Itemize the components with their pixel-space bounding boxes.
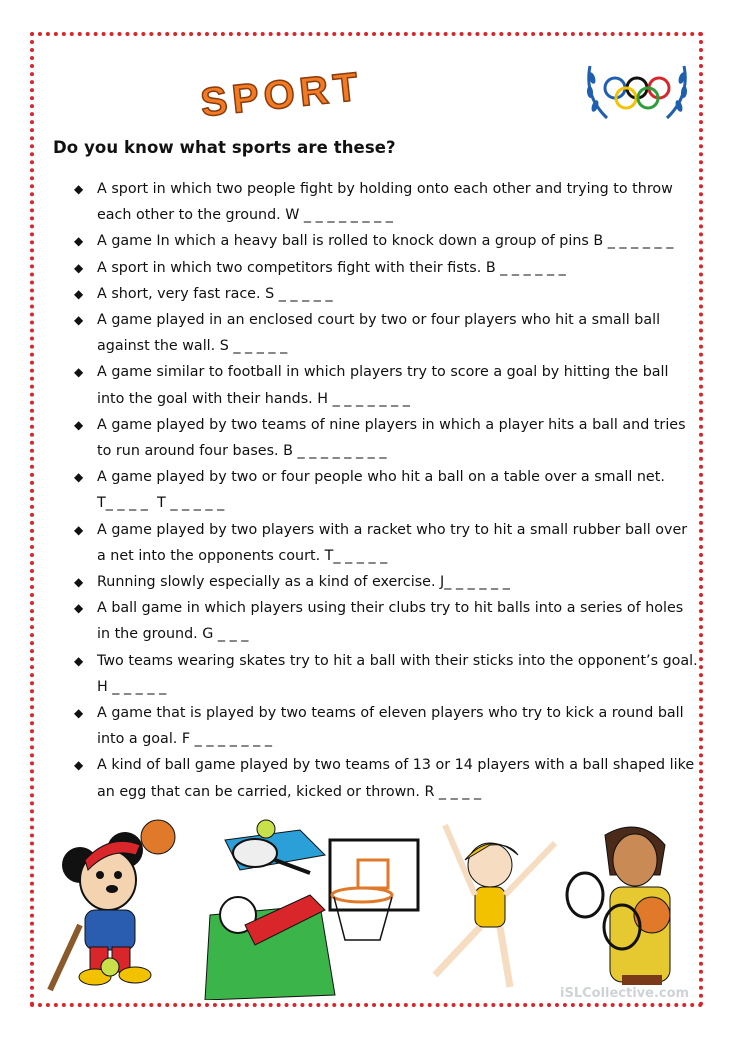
- item-answer-blank[interactable]: H _ _ _ _ _ _ _: [317, 390, 410, 407]
- list-item: [74, 412, 699, 464]
- item-answer-blank[interactable]: B _ _ _ _ _ _: [593, 233, 674, 250]
- basketball-hoop-illustration: [330, 840, 418, 940]
- item-answer-blank[interactable]: B _ _ _ _ _ _: [485, 259, 566, 276]
- tennis-soccer-illustration: [205, 820, 335, 1000]
- item-definition: A kind of ball game played by two teams of 13 or 14 players with a ball shaped like an egg that can be carried, kicked or thrown.: [97, 757, 695, 800]
- title: [190, 56, 420, 118]
- diamond-bullet-icon: ◆: [74, 653, 84, 668]
- list-item: [74, 307, 699, 359]
- list-item: [74, 752, 699, 804]
- sports-definition-list: [74, 176, 699, 805]
- item-definition: A ball game in which players using their clubs try to hit balls into a series of holes in the ground.: [97, 600, 684, 643]
- diamond-bullet-icon: ◆: [74, 758, 84, 773]
- item-definition: A short, very fast race.: [97, 285, 261, 302]
- item-definition: Two teams wearing skates try to hit a ball with their sticks into the opponent’s goal.: [97, 652, 698, 669]
- list-item: [74, 700, 699, 752]
- question-heading: Do you know what sports are these?: [53, 138, 396, 157]
- item-answer-blank[interactable]: B _ _ _ _ _ _ _ _: [283, 443, 387, 460]
- item-definition: A game played in an enclosed court by two or four players who hit a small ball against the wall.: [97, 312, 661, 355]
- list-item: [74, 595, 699, 647]
- item-answer-blank[interactable]: W _ _ _ _ _ _ _ _: [285, 207, 393, 224]
- title-text: SPORT: [198, 64, 365, 118]
- girl-jumping-illustration: [435, 825, 555, 987]
- diamond-bullet-icon: ◆: [74, 286, 84, 301]
- diamond-bullet-icon: ◆: [74, 575, 84, 590]
- item-answer-blank[interactable]: S _ _ _ _ _: [219, 338, 288, 355]
- sports-illustrations: [40, 815, 700, 1000]
- item-answer-blank[interactable]: R _ _ _ _: [424, 783, 482, 800]
- item-definition: Running slowly especially as a kind of exercise.: [97, 574, 436, 591]
- item-definition: A sport in which two people fight by holding onto each other and trying to throw each other to the ground.: [97, 181, 673, 224]
- diamond-bullet-icon: ◆: [74, 706, 84, 721]
- watermark: iSLCollective.com: [560, 986, 690, 1001]
- diamond-bullet-icon: ◆: [74, 601, 84, 616]
- item-answer-blank[interactable]: H _ _ _ _ _: [97, 678, 167, 695]
- olympic-rings-logo: [582, 56, 692, 128]
- list-item: [74, 228, 699, 254]
- list-item: [74, 569, 699, 595]
- item-answer-blank[interactable]: F _ _ _ _ _ _ _: [181, 731, 272, 748]
- item-definition: A game that is played by two teams of eleven players who try to kick a round ball into a goal.: [97, 705, 684, 748]
- diamond-bullet-icon: ◆: [74, 522, 84, 537]
- diamond-bullet-icon: ◆: [74, 365, 84, 380]
- item-definition: A game In which a heavy ball is rolled to knock down a group of pins: [97, 233, 589, 250]
- item-definition: A game similar to football in which players try to score a goal by hitting the ball into the goal with their hands.: [97, 364, 669, 407]
- item-definition: A sport in which two competitors fight with their fists.: [97, 259, 482, 276]
- item-definition: A game played by two players with a racket who try to hit a small rubber ball over a net into the opponents court.: [97, 521, 688, 564]
- diamond-bullet-icon: ◆: [74, 234, 84, 249]
- diamond-bullet-icon: ◆: [74, 182, 84, 196]
- item-definition: A game played by two or four people who hit a ball on a table over a small net.: [97, 469, 665, 486]
- diamond-bullet-icon: ◆: [74, 470, 84, 485]
- diamond-bullet-icon: ◆: [74, 417, 84, 432]
- mickey-mouse-illustration: [50, 820, 175, 990]
- diamond-bullet-icon: ◆: [74, 313, 84, 328]
- item-answer-blank[interactable]: G _ _ _: [202, 626, 249, 643]
- item-answer-blank[interactable]: T_ _ _ _ T _ _ _ _ _: [97, 495, 225, 512]
- boy-with-rackets-illustration: [567, 827, 670, 985]
- list-item: [74, 517, 699, 569]
- list-item: [74, 648, 699, 700]
- list-item: [74, 359, 699, 411]
- diamond-bullet-icon: ◆: [74, 260, 84, 275]
- item-answer-blank[interactable]: J_ _ _ _ _ _: [440, 574, 510, 591]
- item-answer-blank[interactable]: T_ _ _ _ _: [324, 547, 388, 564]
- list-item: [74, 464, 699, 516]
- list-item: [74, 281, 699, 307]
- item-answer-blank[interactable]: S _ _ _ _ _: [265, 285, 333, 302]
- list-item: [74, 255, 699, 281]
- item-definition: A game played by two teams of nine players in which a player hits a ball and tries to run around four bases.: [97, 416, 686, 460]
- list-item: [74, 176, 699, 228]
